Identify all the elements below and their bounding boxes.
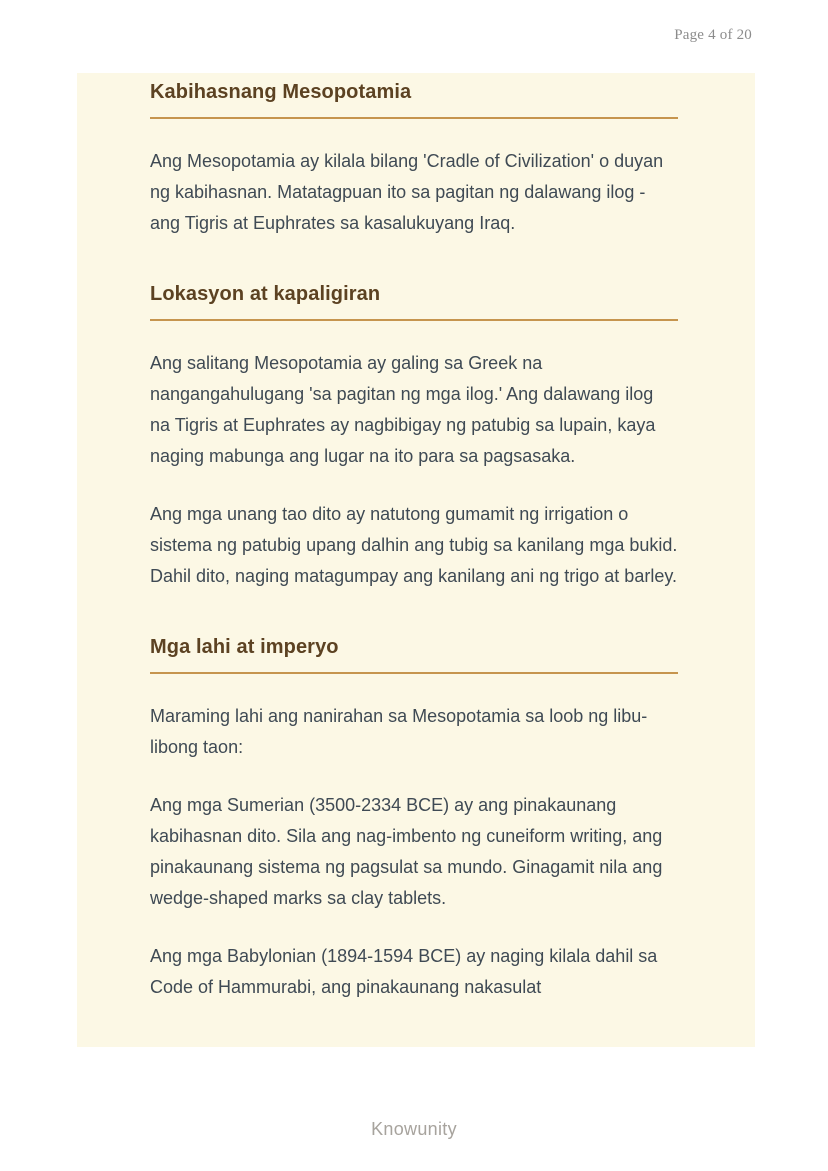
paragraph: Ang mga unang tao dito ay natutong gumamit ng irrigation o sistema ng patubig upang dalhin ang tubig sa kanilang mga bukid. Dahil dito, naging matagumpay ang kanilang ani ng trigo at barley. xyxy=(150,504,678,586)
section-lokasyon-at-kapaligiran xyxy=(150,281,678,592)
section-heading: Mga lahi at imperyo xyxy=(150,634,678,674)
content-panel xyxy=(77,73,755,1047)
paragraph: Maraming lahi ang nanirahan sa Mesopotamia sa loob ng libu-libong taon: xyxy=(150,706,648,757)
section-heading: Lokasyon at kapaligiran xyxy=(150,281,678,321)
paragraph: Ang mga Babylonian (1894-1594 BCE) ay naging kilala dahil sa Code of Hammurabi, ang pinakaunang nakasulat xyxy=(150,946,658,997)
section-mga-lahi-at-imperyo xyxy=(150,634,678,1003)
page-indicator: Page 4 of 20 xyxy=(674,27,752,43)
footer-brand: Knowunity xyxy=(371,1119,457,1139)
paragraph: Ang salitang Mesopotamia ay galing sa Greek na nangangahulugang 'sa pagitan ng mga ilog.' Ang dalawang ilog na Tigris at Euphrates ay nagbibigay ng patubig sa lupain, kaya naging mabunga ang lugar na ito para sa pagsasaka. xyxy=(150,353,656,466)
paragraph: Ang mga Sumerian (3500-2334 BCE) ay ang pinakaunang kabihasnan dito. Sila ang nag-imbento ng cuneiform writing, ang pinakaunang sistema ng pagsulat sa mundo. Ginagamit nila ang wedge-shaped marks sa clay tablets. xyxy=(150,795,663,908)
section-heading: Kabihasnang Mesopotamia xyxy=(150,79,678,119)
section-kabihasnang-mesopotamia xyxy=(150,79,678,239)
paragraph: Ang Mesopotamia ay kilala bilang 'Cradle of Civilization' o duyan ng kabihasnan. Matatagpuan ito sa pagitan ng dalawang ilog - ang Tigris at Euphrates sa kasalukuyang Iraq. xyxy=(150,151,664,233)
